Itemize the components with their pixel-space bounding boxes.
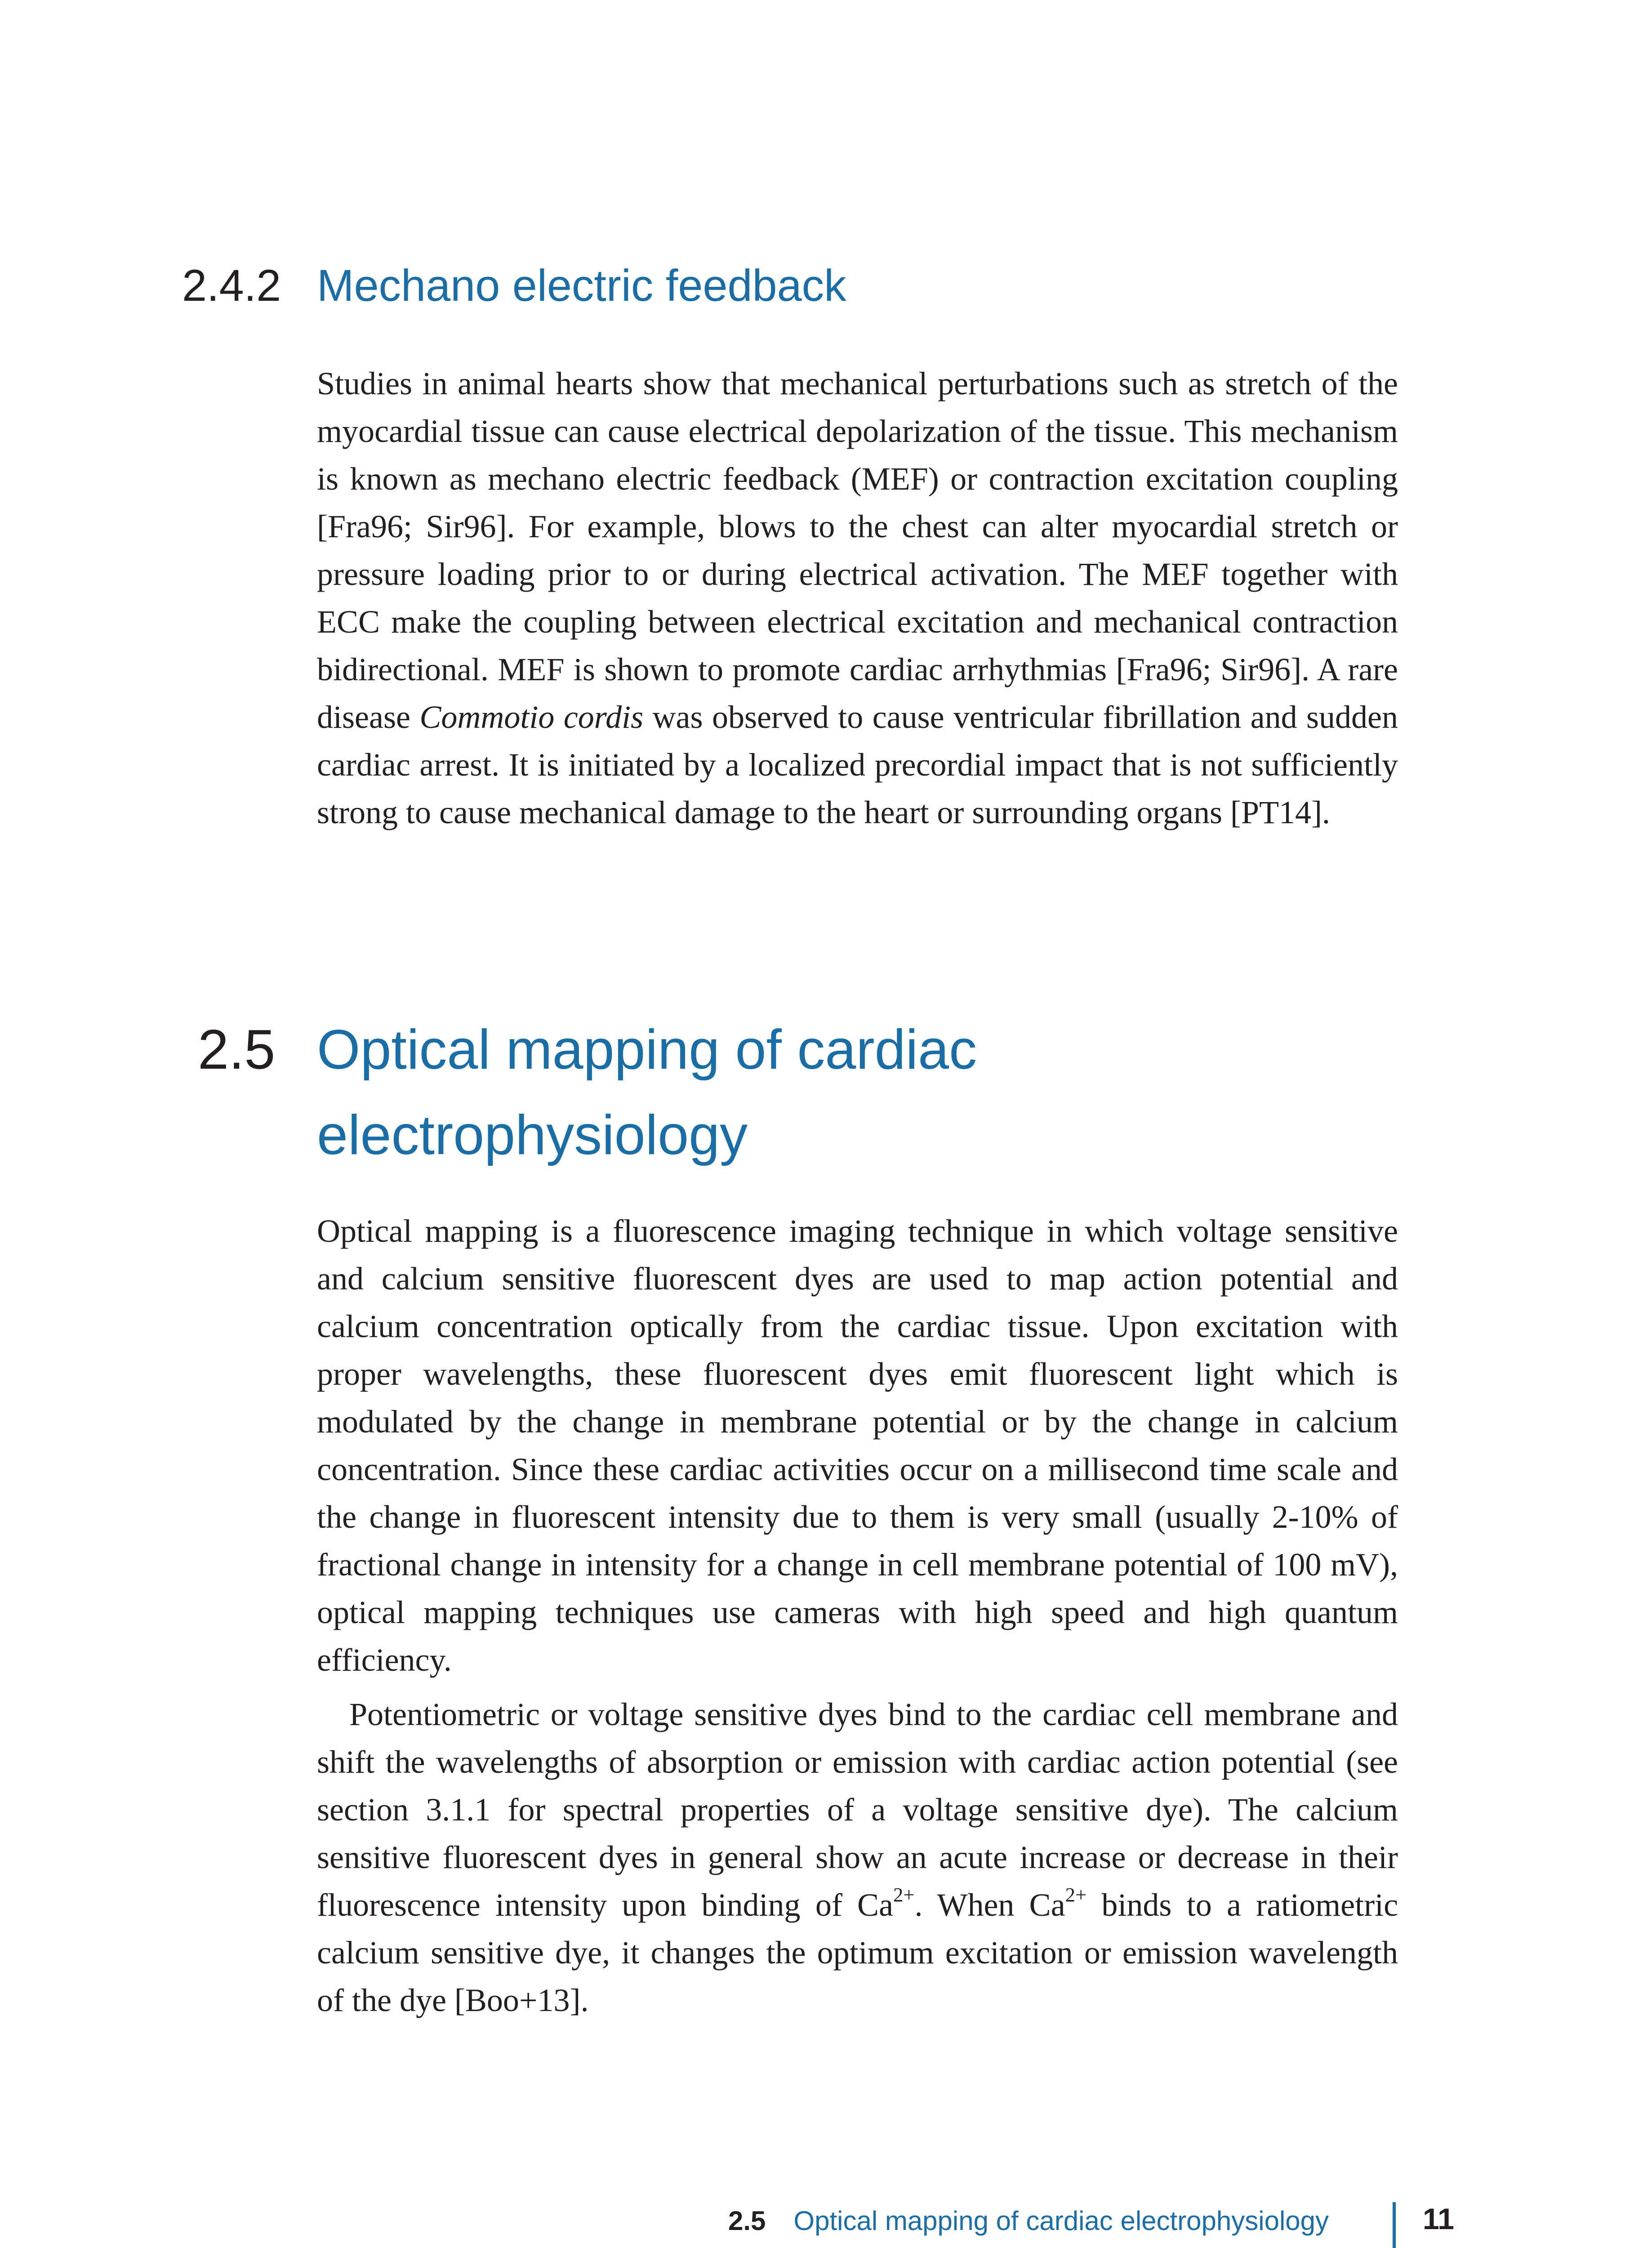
dye-superscript-1: 2+ [893, 1883, 915, 1906]
section-number: 2.5 [198, 1019, 276, 1081]
dye-superscript-2: 2+ [1065, 1883, 1087, 1906]
footer-section-number: 2.5 [728, 2206, 766, 2236]
mef-paragraph [317, 360, 1398, 836]
mef-text-start: Studies in animal hearts show that mechanical perturbations such as stretch of the myocardial tissue can cause electrical depolarization of the tissue. This mechanism is known as mechano electric feedback (MEF) or contraction excitation coupling [Fra96; Sir96]. For example, blows to the chest can alter myocardial stretch or pressure loading prior to or during electrical activation. The MEF together with ECC make the coupling between electrical excitation and mechanical contraction bidirectional. MEF is shown to promote cardiac arrhythmias [Fra96; Sir96]. A rare disease [317, 366, 1398, 735]
dye-text-part3: binds to a ratiometric calcium sensitive dye, it changes the optimum excitation or emission wavelength of the dye [Boo+13]. [317, 1887, 1398, 2018]
footer-section-title: Optical mapping of cardiac electrophysiology [793, 2206, 1329, 2236]
page-number: 11 [1423, 2202, 1454, 2235]
dye-text-part1: Potentiometric or voltage sensitive dyes bind to the cardiac cell membrane and shift the wavelengths of absorption or emission with cardiac action potential (see section 3.1.1 for spectral properties of a voltage sensitive dye). The calcium sensitive fluorescent dyes in general show an acute increase or decrease in their fluorescence intensity upon binding of Ca [317, 1696, 1398, 1923]
optical-mapping-text: Optical mapping is a fluorescence imaging technique in which voltage sensitive and calcium sensitive fluorescent dyes are used to map action potential and calcium concentration optically from the cardiac tissue. Upon excitation with proper wavelengths, these fluorescent dyes emit fluorescent light which is modulated by the change in membrane potential or by the change in calcium concentration. Since these cardiac activities occur on a millisecond time scale and the change in fluorescent intensity due to them is very small (usually 2-10% of fractional change in intensity for a change in cell membrane potential of 100 mV), optical mapping techniques use cameras with high speed and high quantum efficiency. [317, 1213, 1398, 1678]
dye-paragraph [317, 1690, 1398, 2024]
dye-text-part2: . When Ca [914, 1887, 1065, 1923]
subsection-heading [182, 259, 846, 313]
mef-text-end: was observed to cause ventricular fibrillation and sudden cardiac arrest. It is initiated by a localized precordial impact that is not sufficiently strong to cause mechanical damage to the heart or surrounding organs [PT14]. [317, 699, 1398, 830]
running-footer [728, 2203, 1329, 2239]
subsection-title: Mechano electric feedback [317, 260, 846, 310]
section-title: Optical mapping of cardiac electrophysiology [317, 1019, 977, 1166]
subsection-number: 2.4.2 [182, 260, 281, 310]
mef-disease-name: Commotio cordis [419, 699, 644, 735]
optical-mapping-paragraph [317, 1207, 1398, 1684]
footer-divider [1393, 2202, 1396, 2248]
